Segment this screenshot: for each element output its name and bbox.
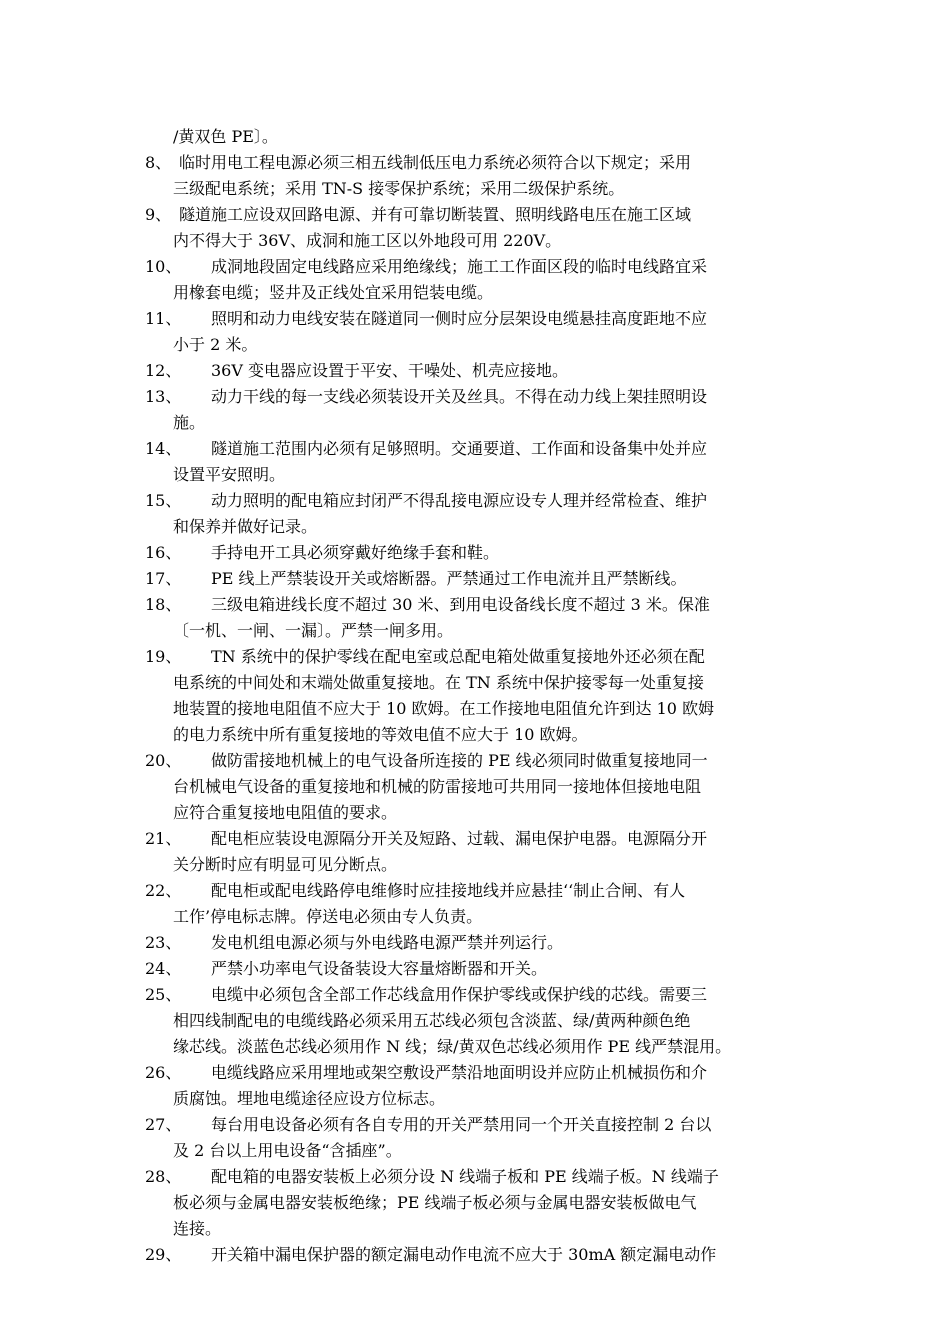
list-item bbox=[145, 930, 817, 956]
text-line: 三级电箱进线长度不超过 30 米、到用电设备线长度不超过 3 米。保准 bbox=[211, 595, 710, 614]
text-line: 动力干线的每一支线必须装设开关及丝具。不得在动力线上架挂照明设 bbox=[211, 387, 708, 406]
list-item bbox=[145, 358, 817, 384]
list-item bbox=[145, 1060, 817, 1112]
list-item-text bbox=[145, 748, 817, 826]
text-line: TN 系统中的保护零线在配电室或总配电箱处做重复接地外还必须在配 bbox=[211, 647, 705, 666]
list-item bbox=[145, 826, 817, 878]
list-item-number: 16、 bbox=[145, 543, 182, 562]
list-item-text bbox=[145, 956, 817, 982]
text-line: 相四线制配电的电缆线路必须采用五芯线必须包含淡蓝、绿/黄两种颜色绝 bbox=[173, 1011, 691, 1030]
text-line: 隧道施工范围内必须有足够照明。交通要道、工作面和设备集中处并应 bbox=[211, 439, 708, 458]
text-line: 照明和动力电线安装在隧道同一侧时应分层架设电缆悬挂高度距地不应 bbox=[211, 309, 708, 328]
list-item-number: 9、 bbox=[145, 205, 172, 224]
text-line: 〔一机、一闸、一漏〕。严禁一闸多用。 bbox=[173, 621, 454, 640]
text-line: 设置平安照明。 bbox=[173, 465, 286, 484]
text-line: 的电力系统中所有重复接地的等效电值不应大于 10 欧姆。 bbox=[173, 725, 588, 744]
list-item-text bbox=[145, 254, 817, 306]
text-line: 每台用电设备必须有各自专用的开关严禁用同一个开关直接控制 2 台以 bbox=[211, 1115, 712, 1134]
list-item-text bbox=[145, 644, 817, 748]
list-item-text bbox=[145, 982, 817, 1060]
text-line: 配电箱的电器安装板上必须分设 N 线端子板和 PE 线端子板。N 线端子 bbox=[211, 1167, 719, 1186]
list-item-number: 29、 bbox=[145, 1245, 182, 1264]
list-item-text bbox=[145, 150, 817, 202]
list-item-number: 8、 bbox=[145, 153, 172, 172]
list-item bbox=[145, 540, 817, 566]
list-item-text bbox=[145, 306, 817, 358]
text-line: 36V 变电器应设置于平安、干噪处、机壳应接地。 bbox=[211, 361, 569, 380]
text-line: 关分断时应有明显可见分断点。 bbox=[173, 855, 398, 874]
text-line: 用橡套电缆；竖井及正线处宜采用铠装电缆。 bbox=[173, 283, 494, 302]
list-item-number: 20、 bbox=[145, 751, 182, 770]
list-item-text bbox=[145, 358, 817, 384]
list-item-number: 18、 bbox=[145, 595, 182, 614]
list-item-text bbox=[145, 592, 817, 644]
text-line: 连接。 bbox=[173, 1219, 222, 1238]
list-item bbox=[145, 1112, 817, 1164]
list-item-text bbox=[145, 566, 817, 592]
list-item bbox=[145, 488, 817, 540]
list-item-text bbox=[145, 202, 817, 254]
text-line: 小于 2 米。 bbox=[173, 335, 258, 354]
list-item-text bbox=[145, 1164, 817, 1242]
list-item-text bbox=[145, 878, 817, 930]
text-line: 及 2 台以上用电设备“含插座”。 bbox=[173, 1141, 402, 1160]
list-item-number: 12、 bbox=[145, 361, 182, 380]
list-item-text bbox=[145, 1060, 817, 1112]
list-item-text bbox=[145, 1112, 817, 1164]
text-line: 做防雷接地机械上的电气设备所连接的 PE 线必须同时做重复接地同一 bbox=[211, 751, 708, 770]
text-line: 成洞地段固定电线路应采用绝缘线；施工工作面区段的临时电线路宜采 bbox=[211, 257, 708, 276]
text-line: 临时用电工程电源必须三相五线制低压电力系统必须符合以下规定；采用 bbox=[179, 153, 692, 172]
text-line: 工作’停电标志牌。停送电必须由专人负责。 bbox=[173, 907, 483, 926]
list-item bbox=[145, 150, 817, 202]
text-line: 和保养并做好记录。 bbox=[173, 517, 318, 536]
list-item-number: 25、 bbox=[145, 985, 182, 1004]
list-item-number: 27、 bbox=[145, 1115, 182, 1134]
list-item-number: 21、 bbox=[145, 829, 182, 848]
list-item-number: 13、 bbox=[145, 387, 182, 406]
text-line: 电缆线路应采用埋地或架空敷设严禁沿地面明设并应防止机械损伤和介 bbox=[211, 1063, 708, 1082]
list-item-number: 11、 bbox=[145, 309, 182, 328]
text-line: 三级配电系统；采用 TN-S 接零保护系统；采用二级保护系统。 bbox=[173, 179, 625, 198]
list-item-number: 17、 bbox=[145, 569, 182, 588]
list-item-number: 22、 bbox=[145, 881, 182, 900]
list-item bbox=[145, 878, 817, 930]
text-line: 质腐蚀。埋地电缆途径应设方位标志。 bbox=[173, 1089, 446, 1108]
list-item-number: 15、 bbox=[145, 491, 182, 510]
list-item-text bbox=[145, 826, 817, 878]
list-item bbox=[145, 1242, 817, 1268]
text-line: 隧道施工应设双回路电源、并有可靠切断装置、照明线路电压在施工区域 bbox=[179, 205, 692, 224]
list-item bbox=[145, 436, 817, 488]
text-line: 手持电开工具必须穿戴好绝缘手套和鞋。 bbox=[211, 543, 500, 562]
list-item-text bbox=[145, 540, 817, 566]
list-item bbox=[145, 982, 817, 1060]
list-item-number: 19、 bbox=[145, 647, 182, 666]
list-item-number: 24、 bbox=[145, 959, 182, 978]
text-line: 电系统的中间处和末端处做重复接地。在 TN 系统中保护接零每一处重复接 bbox=[173, 673, 704, 692]
list-item bbox=[145, 384, 817, 436]
list-item-number: 10、 bbox=[145, 257, 182, 276]
list-item bbox=[145, 306, 817, 358]
list-item bbox=[145, 254, 817, 306]
list-item-text bbox=[145, 930, 817, 956]
text-line: PE 线上严禁装设开关或熔断器。严禁通过工作电流并且严禁断线。 bbox=[211, 569, 687, 588]
document-body bbox=[145, 124, 817, 1268]
text-line: 配电柜或配电线路停电维修时应挂接地线并应悬挂‘‘制止合闸、有人 bbox=[211, 881, 686, 900]
list-item bbox=[145, 644, 817, 748]
text-line: 缘芯线。淡蓝色芯线必须用作 N 线；绿/黄双色芯线必须用作 PE 线严禁混用。 bbox=[173, 1037, 732, 1056]
list-item-text bbox=[145, 488, 817, 540]
list-item bbox=[145, 592, 817, 644]
list-item-number: 23、 bbox=[145, 933, 182, 952]
list-item bbox=[145, 748, 817, 826]
text-line: 应符合重复接地电阻值的要求。 bbox=[173, 803, 398, 822]
text-line: 电缆中必须包含全部工作芯线盒用作保护零线或保护线的芯线。需要三 bbox=[211, 985, 708, 1004]
list-item-number: 14、 bbox=[145, 439, 182, 458]
numbered-list bbox=[145, 150, 817, 1268]
list-item-text bbox=[145, 1242, 817, 1268]
list-item-number: 28、 bbox=[145, 1167, 182, 1186]
text-line: 台机械电气设备的重复接地和机械的防雷接地可共用同一接地体但接地电阻 bbox=[173, 777, 702, 796]
text-line: 发电机组电源必须与外电线路电源严禁并列运行。 bbox=[211, 933, 564, 952]
text-line: 严禁小功率电气设备装设大容量熔断器和开关。 bbox=[211, 959, 548, 978]
text-line: 施。 bbox=[173, 413, 206, 432]
text-line: 开关箱中漏电保护器的额定漏电动作电流不应大于 30mA 额定漏电动作 bbox=[211, 1245, 717, 1264]
text-line: 板必须与金属电器安装板绝缘；PE 线端子板必须与金属电器安装板做电气 bbox=[173, 1193, 697, 1212]
list-item-text bbox=[145, 384, 817, 436]
text-line: 地装置的接地电阻值不应大于 10 欧姆。在工作接地电阻值允许到达 10 欧姆 bbox=[173, 699, 715, 718]
text-line: 动力照明的配电箱应封闭严不得乱接电源应设专人理并经常检查、维护 bbox=[211, 491, 708, 510]
list-item-text bbox=[145, 436, 817, 488]
text-line: 内不得大于 36V、成洞和施工区以外地段可用 220V。 bbox=[173, 231, 562, 250]
list-item bbox=[145, 1164, 817, 1242]
lead-text: /黄双色 PE〕。 bbox=[173, 127, 278, 146]
list-item bbox=[145, 202, 817, 254]
list-item bbox=[145, 956, 817, 982]
list-item-number: 26、 bbox=[145, 1063, 182, 1082]
list-item bbox=[145, 566, 817, 592]
text-line: 配电柜应装设电源隔分开关及短路、过载、漏电保护电器。电源隔分开 bbox=[211, 829, 708, 848]
